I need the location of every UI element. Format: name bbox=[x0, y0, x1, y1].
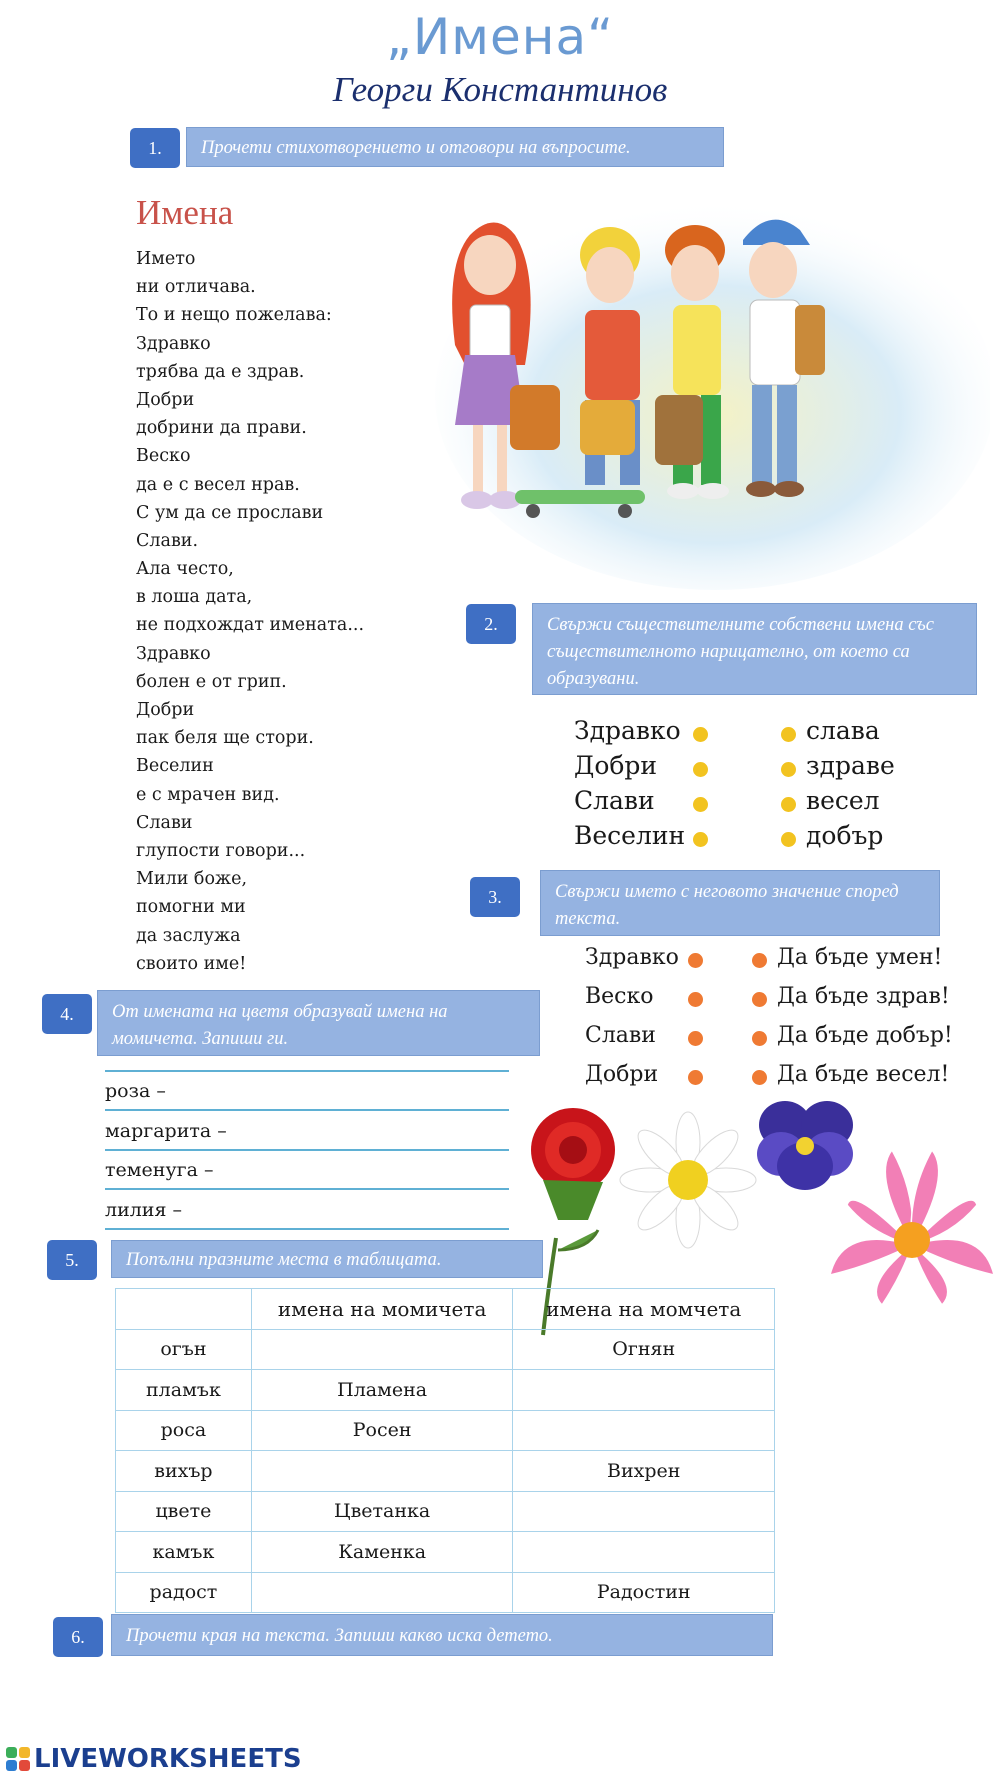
match2-right-dot[interactable] bbox=[781, 797, 796, 812]
table-input-cell[interactable] bbox=[513, 1532, 775, 1573]
water-lily-image bbox=[830, 1150, 994, 1305]
poem-line: С ум да се прослави bbox=[136, 502, 324, 523]
match3-left-item: Слави bbox=[585, 1023, 656, 1048]
table-cell: Росен bbox=[251, 1410, 513, 1451]
table-cell: Цветанка bbox=[251, 1491, 513, 1532]
table-cell: цвете bbox=[116, 1491, 252, 1532]
poem-line: Веселин bbox=[136, 756, 214, 777]
table-cell: Вихрен bbox=[513, 1451, 775, 1492]
logo-text: LIVEWORKSHEETS bbox=[34, 1744, 302, 1774]
match3-right-dot[interactable] bbox=[752, 1031, 767, 1046]
poem-line: помогни ми bbox=[136, 897, 246, 918]
flower-name: маргарита – bbox=[105, 1120, 227, 1142]
poem-line: болен е от грип. bbox=[136, 671, 287, 692]
task-5-number: 5. bbox=[47, 1240, 97, 1280]
table-header-row bbox=[116, 1289, 775, 1330]
writing-line bbox=[105, 1070, 509, 1072]
poem-line: своито име! bbox=[136, 953, 247, 974]
match3-left-dot[interactable] bbox=[688, 1070, 703, 1085]
table-header-cell bbox=[116, 1289, 252, 1330]
task-5-instruction: Попълни празните места в таблицата. bbox=[111, 1240, 543, 1278]
match3-left-dot[interactable] bbox=[688, 1031, 703, 1046]
match2-left-dot[interactable] bbox=[693, 797, 708, 812]
poem-line: трябва да е здрав. bbox=[136, 361, 305, 382]
table-header-cell: имена на момчета bbox=[513, 1289, 775, 1330]
task-1-instruction: Прочети стихотворението и отговори на въпросите. bbox=[186, 127, 724, 167]
liveworksheets-logo bbox=[6, 1744, 302, 1774]
poem-line: да е с весел нрав. bbox=[136, 474, 300, 495]
match3-right-dot[interactable] bbox=[752, 953, 767, 968]
poem-line: е с мрачен вид. bbox=[136, 784, 280, 805]
answer-line[interactable] bbox=[105, 1228, 509, 1230]
children-illustration bbox=[425, 195, 990, 595]
table-input-cell[interactable] bbox=[251, 1329, 513, 1370]
match3-right-dot[interactable] bbox=[752, 1070, 767, 1085]
match2-right-item: добър bbox=[806, 821, 884, 850]
task-4-instruction: От имената на цветя образувай имена на момичета. Запиши ги. bbox=[97, 990, 540, 1056]
poem-line: добрини да прави. bbox=[136, 418, 307, 439]
task-2-instruction: Свържи съществителните собствени имена със съществителното нарицателно, от което са образувани. bbox=[532, 603, 977, 695]
logo-grid-icon bbox=[6, 1747, 30, 1771]
match2-left-item: Слави bbox=[574, 786, 655, 815]
names-table bbox=[115, 1288, 775, 1613]
match2-right-dot[interactable] bbox=[781, 832, 796, 847]
table-input-cell[interactable] bbox=[251, 1572, 513, 1613]
worksheet-title: „Имена“ bbox=[385, 8, 615, 66]
match3-right-item: Да бъде весел! bbox=[777, 1062, 950, 1087]
match3-left-item: Добри bbox=[585, 1062, 659, 1087]
match2-right-item: весел bbox=[806, 786, 880, 815]
answer-line[interactable] bbox=[105, 1109, 509, 1111]
poem-line: не подхождат имената... bbox=[136, 615, 365, 636]
poem-line: Здравко bbox=[136, 643, 211, 664]
poem-title: Имена bbox=[136, 193, 234, 232]
table-cell: огън bbox=[116, 1329, 252, 1370]
author-name: Георги Константинов bbox=[332, 70, 668, 109]
task-3-instruction: Свържи името с неговото значение според текста. bbox=[540, 870, 940, 936]
table-cell: вихър bbox=[116, 1451, 252, 1492]
pansy-image bbox=[757, 1101, 853, 1190]
task-6-instruction: Прочети края на текста. Запиши какво иска детето. bbox=[111, 1614, 773, 1656]
table-row bbox=[116, 1572, 775, 1613]
flower-name: теменуга – bbox=[105, 1159, 214, 1181]
poem-line: Слави. bbox=[136, 530, 199, 551]
match3-right-item: Да бъде добър! bbox=[777, 1023, 953, 1048]
table-row bbox=[116, 1329, 775, 1370]
table-cell: Огнян bbox=[513, 1329, 775, 1370]
poem-line: да заслужа bbox=[136, 925, 241, 946]
match2-left-dot[interactable] bbox=[693, 832, 708, 847]
poem-line: То и нещо пожелава: bbox=[136, 305, 332, 326]
task-4-number: 4. bbox=[42, 994, 92, 1034]
match3-left-dot[interactable] bbox=[688, 953, 703, 968]
match3-right-item: Да бъде здрав! bbox=[777, 984, 950, 1009]
match2-left-dot[interactable] bbox=[693, 762, 708, 777]
answer-line[interactable] bbox=[105, 1188, 509, 1190]
daisy-image bbox=[620, 1112, 756, 1248]
match3-right-item: Да бъде умен! bbox=[777, 945, 943, 970]
table-cell: пламък bbox=[116, 1370, 252, 1411]
match3-left-item: Здравко bbox=[585, 945, 679, 970]
poem-line: пак беля ще стори. bbox=[136, 728, 314, 749]
table-row bbox=[116, 1451, 775, 1492]
table-cell: Радостин bbox=[513, 1572, 775, 1613]
poem-line: в лоша дата, bbox=[136, 587, 253, 608]
table-cell: радост bbox=[116, 1572, 252, 1613]
flower-name: лилия – bbox=[105, 1199, 182, 1221]
table-cell: Пламена bbox=[251, 1370, 513, 1411]
match2-left-item: Веселин bbox=[574, 821, 686, 850]
table-header-cell: имена на момичета bbox=[251, 1289, 513, 1330]
poem-text bbox=[136, 245, 436, 978]
poem-line: Веско bbox=[136, 446, 191, 467]
match2-right-dot[interactable] bbox=[781, 762, 796, 777]
match2-left-item: Добри bbox=[574, 751, 658, 780]
answer-line[interactable] bbox=[105, 1149, 509, 1151]
table-cell: Каменка bbox=[251, 1532, 513, 1573]
match2-right-item: слава bbox=[806, 716, 880, 745]
table-cell: камък bbox=[116, 1532, 252, 1573]
poem-line: Здравко bbox=[136, 333, 211, 354]
table-input-cell[interactable] bbox=[513, 1370, 775, 1411]
poem-line: Добри bbox=[136, 700, 195, 720]
table-input-cell[interactable] bbox=[513, 1491, 775, 1532]
table-row bbox=[116, 1370, 775, 1411]
poem-line: Добри bbox=[136, 389, 195, 410]
poem-line: Името bbox=[136, 249, 196, 269]
match2-left-item: Здравко bbox=[574, 716, 681, 745]
task-1-number: 1. bbox=[130, 128, 180, 168]
match3-left-dot[interactable] bbox=[688, 992, 703, 1007]
poem-line: Слави bbox=[136, 812, 193, 833]
flower-name: роза – bbox=[105, 1080, 166, 1102]
table-input-cell[interactable] bbox=[513, 1410, 775, 1451]
poem-line: ни отличава. bbox=[136, 277, 256, 298]
table-row bbox=[116, 1491, 775, 1532]
task-3-number: 3. bbox=[470, 877, 520, 917]
poem-line: Ала често, bbox=[136, 559, 234, 580]
match2-left-dot[interactable] bbox=[693, 727, 708, 742]
task-2-number: 2. bbox=[466, 604, 516, 644]
table-cell: роса bbox=[116, 1410, 252, 1451]
table-row bbox=[116, 1410, 775, 1451]
match2-right-item: здраве bbox=[806, 751, 895, 780]
match3-left-item: Веско bbox=[585, 984, 654, 1009]
table-input-cell[interactable] bbox=[251, 1451, 513, 1492]
table-row bbox=[116, 1532, 775, 1573]
poem-line: Мили боже, bbox=[136, 869, 248, 890]
match3-right-dot[interactable] bbox=[752, 992, 767, 1007]
match2-right-dot[interactable] bbox=[781, 727, 796, 742]
task-6-number: 6. bbox=[53, 1617, 103, 1657]
poem-line: глупости говори... bbox=[136, 840, 306, 861]
